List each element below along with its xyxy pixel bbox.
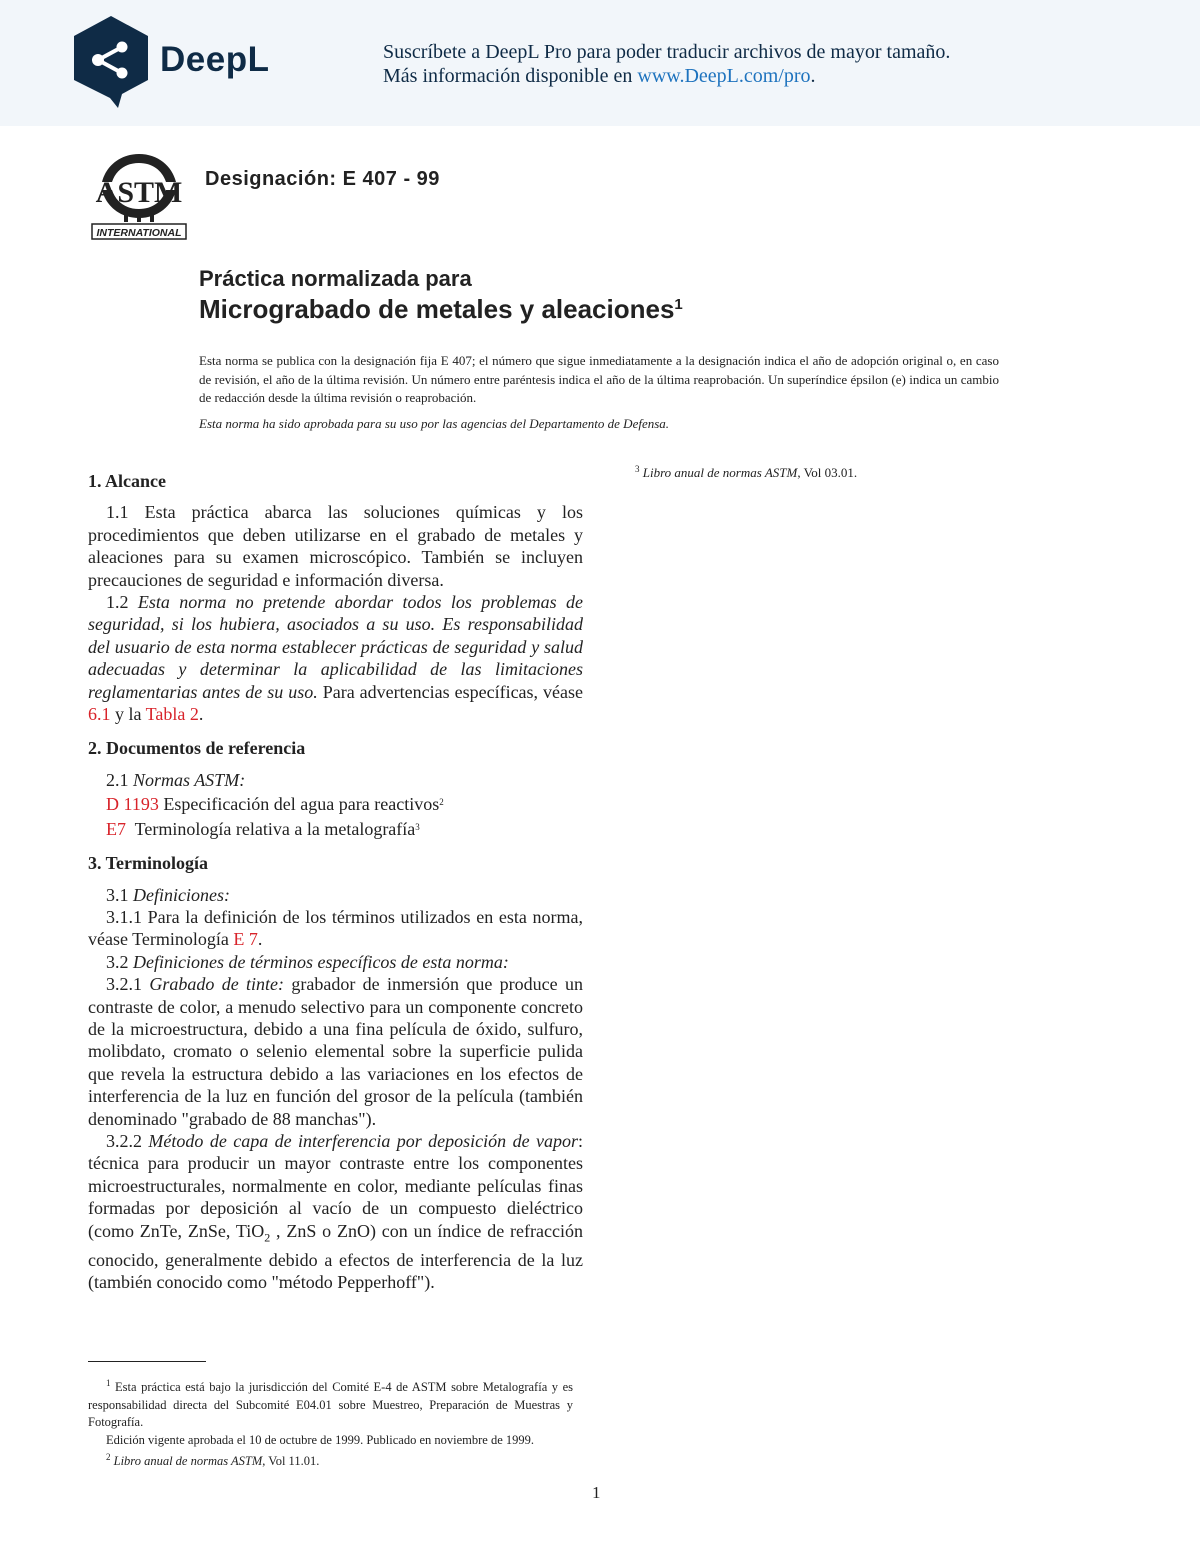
- book-title: Libro anual de normas ASTM: [642, 465, 798, 480]
- deepl-brand-name: DeepL: [160, 40, 270, 79]
- definitions-label: Definiciones:: [133, 884, 230, 905]
- reference-title: Especificación del agua para reactivos: [158, 794, 440, 815]
- footnote-marker: 2: [106, 1452, 111, 1462]
- section-1-heading: 1. Alcance: [88, 471, 166, 491]
- definition-text: , ZnS o ZnO) con un índice de refracción conocido, generalmente debido a efectos de interferencia de la luz (también conocido como "método Pepperhoff").: [88, 1220, 583, 1292]
- page-number: 1: [592, 1483, 601, 1502]
- paragraph-3-2-2: [88, 1130, 583, 1293]
- term-tint-etch: Grabado de tinte:: [149, 974, 285, 995]
- para-text: .: [257, 929, 263, 950]
- footnote-text: , Vol 11.01.: [262, 1454, 320, 1468]
- footnote-marker: 3: [415, 821, 420, 832]
- upgrade-message: [383, 40, 950, 88]
- paragraph-3-1-1: [88, 906, 583, 951]
- promo-prefix: Más información disponible en: [383, 65, 638, 87]
- link-tabla-2[interactable]: Tabla 2: [145, 704, 199, 725]
- reference-d1193: [88, 791, 583, 815]
- link-e-7[interactable]: E 7: [233, 929, 258, 950]
- para-num: 2.1: [106, 769, 133, 790]
- promo-line-2: [383, 64, 950, 88]
- para-text: 3.1.1 Para la definición de los términos utilizados en esta norma, véase Terminología: [88, 906, 583, 950]
- designation: Designación: E 407 - 99: [205, 168, 440, 190]
- paragraph-3-2: [88, 951, 583, 973]
- deepl-logo-icon: [70, 14, 152, 110]
- deepl-pro-link[interactable]: www.DeepL.com/pro: [637, 65, 811, 87]
- para-num: 3.2.2: [106, 1130, 149, 1151]
- footnote-marker: 3: [635, 464, 640, 474]
- para-text: Para advertencias específicas, véase: [317, 681, 583, 702]
- footnotes: [88, 1375, 573, 1471]
- document-title-line-2: [199, 294, 683, 325]
- paragraph-3-2-1: [88, 973, 583, 1130]
- specific-definitions-label: Definiciones de términos específicos de esta norma:: [133, 951, 509, 972]
- promo-line-1: Suscríbete a DeepL Pro para poder traducir archivos de mayor tamaño.: [383, 41, 951, 63]
- title-text: Micrograbado de metales y aleaciones: [199, 294, 675, 324]
- section-2-heading: 2. Documentos de referencia: [88, 738, 306, 759]
- footnote-marker: 1: [106, 1378, 111, 1388]
- footnote-marker: 2: [439, 797, 444, 808]
- safety-statement: Esta norma no pretende abordar todos los problemas de seguridad, si los hubiera, asociados a su uso. Es responsabilidad del usuario de esta norma establecer prácticas de seguridad y salud adecuadas y determinar la aplicabilidad de las limitaciones reglamentarias antes de su uso.: [88, 592, 583, 702]
- section-3-heading: 3. Terminología: [88, 853, 209, 874]
- paragraph-2-1: [88, 769, 583, 791]
- definition-text: : técnica para producir un mayor contraste entre los componentes microestructurales, normalmente en color, mediante películas finas formadas por deposición al vacío de un compuesto dieléctrico (como ZnTe, ZnSe, TiO: [88, 1130, 583, 1241]
- reference-e7: [88, 816, 583, 840]
- para-text: .: [198, 704, 204, 725]
- reference-title: Terminología relativa a la metalografía: [126, 818, 416, 839]
- intro-paragraph: Esta norma se publica con la designación fija E 407; el número que sigue inmediatamente a la designación indica el año de adopción original o, en caso de revisión, el año de la última revisión. Un número entre paréntesis indica el año de la última reaprobación. Un superíndice épsilon (e) indica un cambio de redacción desde la última revisión o reaprobación.: [199, 353, 999, 405]
- paragraph-1-1: 1.1 Esta práctica abarca las soluciones químicas y los procedimientos que deben utilizarse en el grabado de metales y aleaciones para su examen microscópico. También se incluyen precauciones de seguridad e información diversa.: [88, 502, 583, 590]
- deepl-banner: [0, 0, 1200, 126]
- para-text: y la: [110, 704, 146, 725]
- footnote-2: [88, 1449, 573, 1471]
- subscript: 2: [264, 1230, 271, 1245]
- link-d-1193[interactable]: D 1193: [106, 794, 159, 815]
- footnote-1: [88, 1375, 573, 1432]
- title-footnote-marker: 1: [674, 296, 683, 313]
- para-num: 3.1: [106, 884, 133, 905]
- footnote-text: , Vol 03.01.: [797, 465, 858, 480]
- dod-approval-note: Esta norma ha sido aprobada para su uso por las agencias del Departamento de Defensa.: [199, 416, 670, 431]
- footnote-text: Esta práctica está bajo la jurisdicción del Comité E-4 de ASTM sobre Metalografía y es responsabilidad directa del Subcomité E04.01 sobre Muestreo, Preparación de Muestras y Fotografía.: [88, 1380, 573, 1429]
- svg-text:ASTM: ASTM: [95, 176, 183, 209]
- link-e7[interactable]: E7: [106, 818, 126, 839]
- footnote-divider: [88, 1361, 206, 1362]
- definition-text: grabador de inmersión que produce un contraste de color, a menudo selectivo para un componente concreto de la microestructura, debido a una fina película de óxido, sulfuro, molibdato, cromato o selenio elemental sobre la superficie pulida que revela la estructura debido a las variaciones en los efectos de interferencia de la luz en función del grosor de la película (también denominado "grabado de 88 manchas").: [88, 974, 583, 1129]
- promo-suffix: .: [810, 65, 816, 87]
- astm-international-logo: [88, 150, 190, 242]
- footnote-1-edition: Edición vigente aprobada el 10 de octubre de 1999. Publicado en noviembre de 1999.: [106, 1432, 534, 1447]
- paragraph-1-2: [88, 591, 583, 725]
- logo-text: INTERNATIONAL: [96, 227, 182, 239]
- footnote-3: [635, 464, 857, 481]
- astm-standards-label: Normas ASTM:: [133, 769, 246, 790]
- paragraph-3-1: [88, 884, 583, 906]
- link-6-1[interactable]: 6.1: [88, 704, 111, 725]
- book-title: Libro anual de normas ASTM: [113, 1454, 263, 1468]
- para-num: 3.2.1: [106, 974, 150, 995]
- term-vapor-deposition: Método de capa de interferencia por deposición de vapor: [148, 1130, 578, 1151]
- para-num: 1.2: [106, 592, 138, 613]
- para-num: 3.2: [106, 951, 133, 972]
- left-column: [88, 470, 583, 1293]
- document-title-line-1: Práctica normalizada para: [199, 266, 472, 291]
